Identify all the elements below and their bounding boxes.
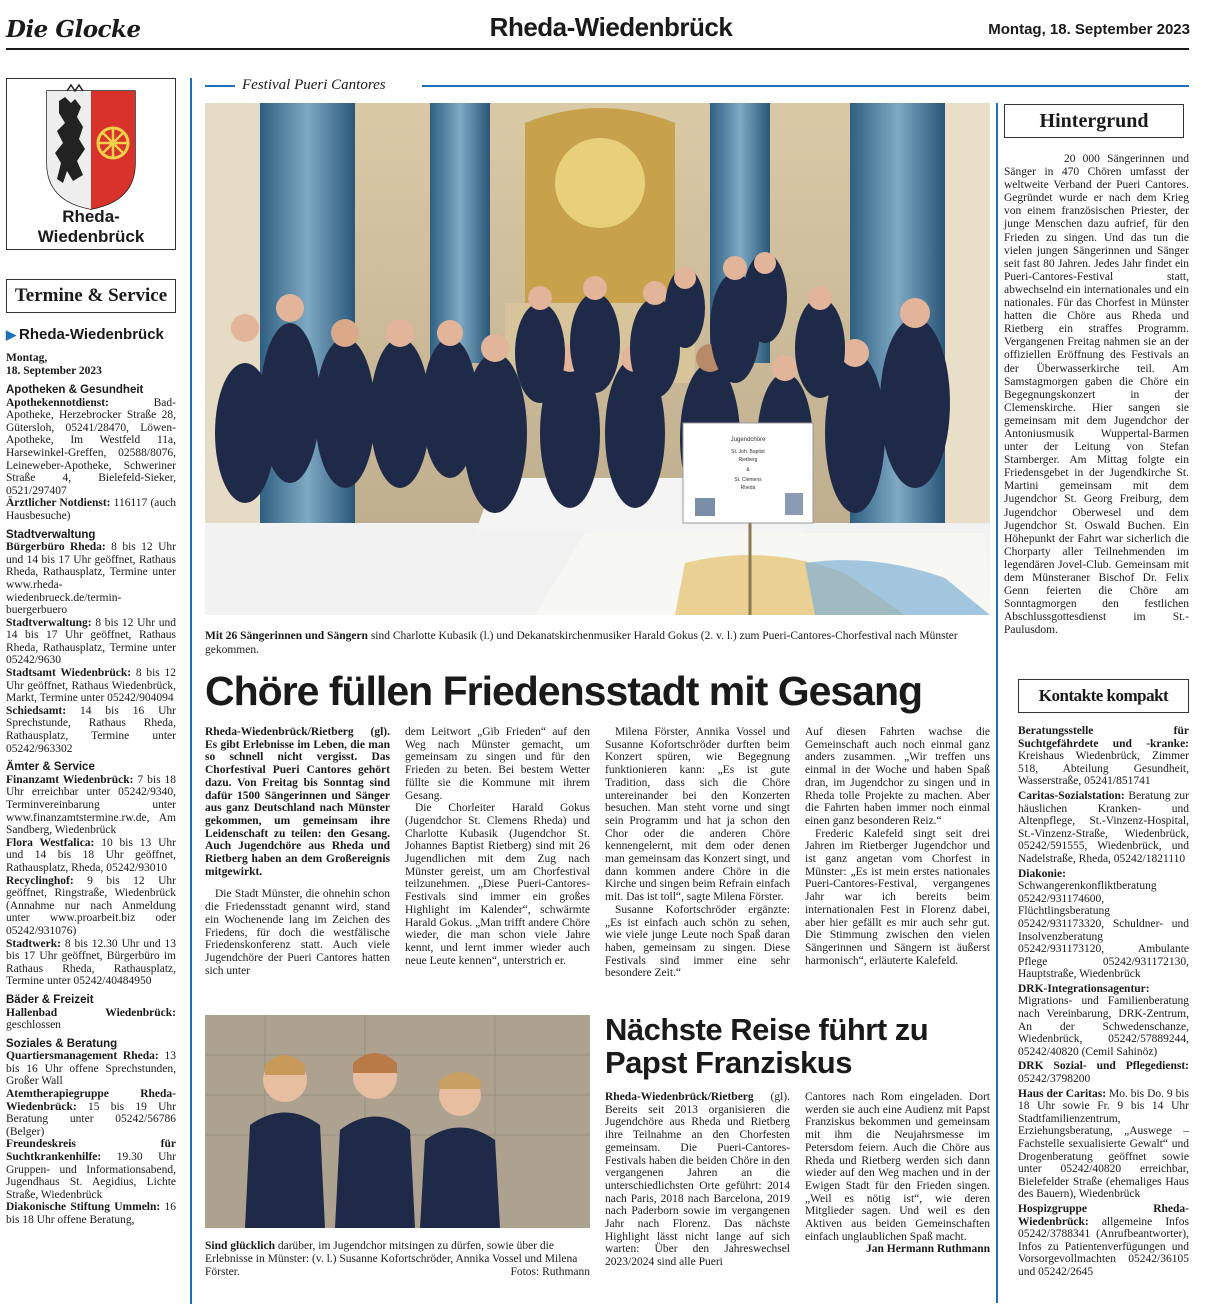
service-entry	[6, 837, 176, 875]
service-entry-label: Recyclinghof:	[6, 874, 74, 887]
sub-article-headline: Nächste Reise führt zu Papst Franziskus	[605, 1012, 929, 1080]
hintergrund-text: 20 000 Sängerinnen und Sänger in 470 Chören umfasst der weltweite Verband der Pueri Cantores. Gegründet wurde er nach dem Krieg von einem französischen Priester, der junge Menschen dazu aufrief, für den Frieden zu singen. Und das tun die vielen jungen Sängerinnen und Sänger seit fast 80 Jahren. Jedes Jahr findet ein Pueri-Cantores-Festival statt, abwechselnd ein internationales und ein nationales. Für das Chorfest in Münster hatten die Chöre aus Rheda und Rietberg ein straffes Programm. Vergangenen Freitag nahmen sie an der offiziellen Eröffnung des Festivals an der Überwasserkirche teil. Am Samstagmorgen gaben die Chöre ein Begegnungskonzert in der Clemenskirche. Hier sangen sie gemeinsam mit dem Jugendchor der Antoniusmusik Wuppertal-Barmen unter der Leitung von Stefan Starnberger. Am Mittag folgte ein Friedensgebet in der Jugendkirche St. Martini gemeinsam mit dem Jugendchor St. Georg Freiburg, dem Jugendchor Oberwesel und dem Jugendchor St. Oswald Buchen. Ein Höhepunkt der Fahrt war sicherlich die Chorparty aller Teilnehmenden im legendären Jovel-Club. Gemeinsam mit dem Münsteraner Bischof Dr. Felix Genn feierten die Chöre am Sonntagmorgen den festlichen Abschlussgottesdienst im St.-Paulusdom.	[1004, 153, 1189, 637]
kontakte-title: Kontakte kompakt	[1018, 679, 1189, 713]
choir-group-photo	[205, 103, 990, 615]
three-singers-illustration	[205, 1015, 590, 1228]
contact-entry-label: Beratungsstelle für Suchtgefährdete und -kranke:	[1018, 725, 1189, 750]
service-entry	[6, 938, 176, 988]
page-section-title: Rheda-Wiedenbrück	[489, 12, 733, 42]
article-lead: Rheda-Wiedenbrück/Rietberg (gl). Es gibt Erlebnisse im Leben, die man so schnell nicht vergisst. Das Chorfestival Pueri Cantores gehört dazu. Von Freitag bis Sonntag sind dafür 1500 Sängerinnen und Sänger aus ganz Deutschland nach Münster gekommen, um gemeinsam ihre Leidenschaft zu teilen: den Gesang. Auch Jugendchöre aus Rheda und Rietberg haben an dem Großereignis mitgewirkt.	[205, 726, 390, 878]
service-entry-label: Finanzamt Wiedenbrück:	[6, 773, 134, 786]
service-section-heading: Soziales & Beratung	[6, 1037, 118, 1050]
article-column-1	[205, 726, 390, 977]
service-entry	[6, 875, 176, 938]
contact-entry-text: allgemeine Infos 05242/3788341 (Anrufbeantworter), Infos zu Patientenverfügungen und Vorsorgevollmachten 05242/36105 und 05242/2645	[1018, 1215, 1189, 1278]
service-entry-label: Schiedsamt:	[6, 704, 67, 717]
contact-entry-label: Caritas-Sozialstation:	[1018, 789, 1125, 802]
second-photo-caption	[205, 1240, 590, 1279]
locality-label	[6, 326, 164, 343]
contact-entry-text: Kreishaus Wiedenbrück, Zimmer 518, Abteilung Gesundheit, Wasserstraße, 05241/851741	[1018, 750, 1189, 788]
service-entry-label: Stadtverwaltung:	[6, 616, 92, 629]
singers	[245, 1053, 500, 1228]
service-entry-label: Bürgerbüro Rheda:	[6, 541, 106, 554]
contact-entry-label: Diakonie:	[1018, 867, 1066, 880]
service-entry-text: 8 bis 12 Uhr und 14 bis 17 Uhr geöffnet, Rathaus Rheda, Rathausplatz, Termine unter www.rheda-wiedenbrueck.de/termin-buergerbuero	[6, 541, 176, 617]
contact-entry	[1018, 790, 1189, 866]
column-rule-right	[996, 103, 998, 1303]
contact-entry	[1018, 868, 1189, 981]
service-entry-text: 15 bis 19 Uhr Beratung unter 05242/56786 (Belger)	[6, 1100, 176, 1138]
service-entry	[6, 1088, 176, 1138]
svg-text:Jugendchöre: Jugendchöre	[730, 437, 766, 443]
choir-photo-illustration	[205, 103, 990, 615]
kicker: Festival Pueri Cantores	[242, 77, 386, 93]
service-entry-label: Apothekennotdienst:	[6, 396, 109, 409]
issue-date: Montag, 18. September 2023	[988, 21, 1190, 38]
svg-text:St. Joh. Baptist: St. Joh. Baptist	[731, 449, 765, 455]
article-paragraph: Auf diesen Fahrten wachse die Gemeinschaft auch noch einmal ganz anders zusammen. „Wir treffen uns einmal in der Woche und haben Spaß dran, im Jugendchor zu singen und in Rheda tolle Projekte zu machen. Aber die Fahrten haben immer noch einmal einen ganz besonderen Reiz.“	[805, 726, 990, 827]
main-photo-caption	[205, 629, 990, 657]
kicker-rule-left	[205, 85, 235, 87]
hintergrund-title: Hintergrund	[1004, 104, 1184, 138]
service-entry	[6, 705, 176, 755]
contact-entry-text: Beratung zur häuslichen Kranken- und Altenpflege, St.-Vinzenz-Hospital, St.-Vinzenz-Straße, Wiedenbrück, 05242/591555, Wiedenbrück, und Nadelstraße, Rheda, 05242/1821110	[1018, 789, 1189, 865]
caption-text: darüber, im Jugendchor mitsingen zu dürfen, sowie über die Erlebnisse in Münster: (v. l.) Susanne Kofortschröder, Annika Vossel und Milena Förster.	[205, 1240, 578, 1278]
author: Jan Hermann Ruthmann	[866, 1243, 990, 1256]
service-entry-text: 16 bis 18 Uhr offene Beratung,	[6, 1201, 176, 1226]
service-section-heading: Bäder & Freizeit	[6, 993, 94, 1006]
kicker-rule	[422, 85, 1189, 87]
coat-of-arms-icon	[7, 83, 175, 213]
svg-text:St. Clemens: St. Clemens	[734, 477, 762, 483]
sub-article-dateline: Rheda-Wiedenbrück/Rietberg	[605, 1091, 754, 1103]
service-entry-text: 9 bis 12 Uhr geöffnet, Ringstraße, Wiedenbrück (Annahme nur nach Anmeldung unter www.proarbeit.biz oder 05242/931076)	[6, 874, 176, 937]
contact-entry	[1018, 1203, 1189, 1279]
service-entry-text: 10 bis 13 Uhr und 14 bis 18 Uhr geöffnet, Rathausplatz, Rheda, 05242/93010	[6, 836, 176, 874]
article-paragraph: Milena Förster, Annika Vossel und Susanne Kofortschröder durften beim Konzert spüren, wie Begegnung funktionieren kann: „Es ist gute Tradition, dass sich die Chöre untereinander bei den Konzerten besuchen. Man steht vorne und singt sein Programm und hat ja schon den Chor oder die anderen Chöre kennengelernt, mit dem oder denen man gemeinsam das Konzert singt, und dann kommen andere Chöre in die Kirche und singen beim Refrain einfach mit. Das ist toll“, sagte Milena Förster.	[605, 726, 790, 904]
service-entry	[6, 497, 176, 522]
triangle-right-icon: ▶	[6, 327, 16, 342]
contact-entry-label: DRK-Integrationsagentur:	[1018, 982, 1150, 995]
three-singers-photo	[205, 1015, 590, 1228]
service-entry	[6, 1050, 176, 1088]
sub-article-paragraph: Cantores nach Rom eingeladen. Dort werden sie auch eine Audienz mit Papst Franziskus bekommen und gemeinsam mit ihm die Neujahrsmesse im Petersdom feiern. Auch die Chöre aus Rheda und Rietberg werden sich dann wieder auf den Weg machen und in der Ewigen Stadt für den Frieden singen. „Weil es nötig ist“, wie deren Mitglieder sagen. Und weil es den Aktiven aus beiden Gemeinschaften einfach unglaublichen Spaß macht.	[805, 1091, 990, 1243]
service-entry-text: 7 bis 18 Uhr erreichbar unter 05242/9340, Terminvereinbarung unter www.finanzamtstermine.rw.de, Am Sandberg, Wiedenbrück	[6, 773, 177, 837]
service-entry-label: Atemtherapiegruppe Rheda-Wiedenbrück:	[6, 1088, 176, 1113]
article-column-3	[605, 726, 790, 980]
contact-entry	[1018, 1060, 1189, 1085]
service-entry-label: Hallenbad Wiedenbrück:	[6, 1006, 176, 1019]
column-rule	[190, 78, 192, 1304]
service-section-heading: Apotheken & Gesundheit	[6, 384, 144, 396]
article-paragraph: Susanne Kofortschröder ergänzte: „Es ist einfach auch schön zu sehen, wie viele junge Leute noch Spaß daran haben, gemeinsam zu singen. Diese Festivals sind immer eine sehr besondere Zeit.“	[605, 903, 790, 980]
photo-credit: Fotos: Ruthmann	[510, 1266, 590, 1278]
service-entry	[6, 774, 176, 837]
masthead-logo: Die Glocke	[6, 16, 141, 43]
sub-article-column-1	[605, 1091, 790, 1269]
article-column-4	[805, 726, 990, 967]
service-entry-label: Diakonische Stiftung Ummeln:	[6, 1201, 161, 1214]
svg-text:&: &	[746, 467, 750, 473]
service-entry	[6, 617, 176, 667]
article-column-2	[405, 726, 590, 967]
contact-entry-text: 05242/3798200	[1018, 1073, 1091, 1086]
service-entry-text: geschlossen	[6, 1019, 61, 1032]
service-entry-label: Flora Westfalica:	[6, 836, 95, 849]
article-paragraph: Frederic Kalefeld singt seit drei Jahren im Rietberger Jugendchor und ist ganz angetan vom Chorfest in Münster: „Es ist mein erstes nationales Pueri-Cantores-Festival, vergangenes Jahr war ich bereits beim internationalen Fest in Florenz dabei, aber hier gefällt es mir auch sehr gut. Die Stimmung zwischen den vielen Sängerinnen und Sängern ist äußerst harmonisch“, erläuterte Kalefeld.	[805, 827, 990, 967]
service-entry-text: 8 bis 12.30 Uhr und 13 bis 17 Uhr geöffnet, Bürgerbüro im Rathaus Rheda, Rathausplatz, Termine unter 05242/40484950	[6, 937, 176, 988]
contact-entry-label: DRK Sozial- und Pflegedienst:	[1018, 1060, 1189, 1073]
svg-text:Rheda: Rheda	[740, 485, 756, 491]
caption-lead: Sind glücklich	[205, 1240, 275, 1252]
service-entry-text: 19.30 Uhr Gruppen- und Informationsabend, Jugendhaus St. Aegidius, Lichte Straße, Wiedenbrück	[6, 1151, 176, 1201]
service-entry-label: Quartiersmanagement Rheda:	[6, 1050, 159, 1063]
caption-lead: Mit 26 Sängerinnen und Sängern	[205, 630, 368, 642]
service-entry-text: Bad-Apotheke, Herzebrocker Straße 28, Gütersloh, 05241/28470, Löwen-Apotheke, Im Westfeld 11a, Harsewinkel-Greffen, 02588/8076, Leineweber-Apotheke, Schweriner Straße 4, Bielefeld-Sieker, 0521/297407	[6, 396, 176, 497]
service-entry-text: 8 bis 12 Uhr geöffnet, Rathaus Wiedenbrück, Markt, Termine unter 05242/904094	[6, 667, 177, 705]
service-entry	[6, 1201, 176, 1226]
service-entry	[6, 1138, 176, 1201]
service-entry-text: 116117 (auch Hausbesuche)	[6, 497, 176, 522]
service-entry	[6, 541, 176, 617]
sub-article-paragraph: (gl). Bereits seit 2013 organisieren die Jugendchöre aus Rheda und Rietberg ihre Teilnahme an den Chorfesten gemeinsam. Die Pueri-Cantores-Festivals haben die beiden Chöre in den vergangenen Jahren an die unterschiedlichsten Orte geführt: 2014 nach Paris, 2018 nach Barcelona, 2019 nach Paderborn sowie im vergangenen Jahr nach Florenz. Das nächste Highlight lässt nicht lange auf sich warten: Über den Jahreswechsel 2023/2024 sind alle Pueri	[605, 1091, 790, 1269]
article-paragraph: dem Leitwort „Gib Frieden“ auf den Weg nach Münster gemacht, um gemeinsam zu singen und für den Frieden zu beten. Bei bestem Wetter füllte sie die Kommune mit ihrem Gesang.	[405, 726, 590, 802]
contact-entry	[1018, 725, 1189, 788]
contact-entry-text: Migrations- und Familienberatung nach Vereinbarung, DRK-Zentrum, An der Schwedenschanze, Wiedenbrück, 05242/57889244, 05242/40820 (Cemil Sahinöz)	[1018, 995, 1189, 1058]
service-section-heading: Stadtverwaltung	[6, 528, 96, 541]
article-paragraph: Die Stadt Münster, die ohnehin schon die Friedensstadt genannt wird, stand ein Wochenende lang im Zeichen des Friedens, für doch die westfälische Friedenskonferenz statt. Auch viele Jugendchöre der Pueri Cantores hatten sich unter	[205, 888, 390, 977]
contact-entry	[1018, 1088, 1189, 1201]
crest-caption: Rheda- Wiedenbrück	[37, 207, 145, 246]
service-entry-label: Freundeskreis für Suchtkrankenhilfe:	[6, 1138, 176, 1164]
service-entry-label: Stadtsamt Wiedenbrück:	[6, 667, 132, 680]
service-entry-text: 8 bis 12 Uhr und 14 bis 17 Uhr geöffnet, Rathaus Rheda, Rathausplatz, Termine unter 05242/9630	[6, 616, 176, 667]
termine-service-title: Termine & Service	[6, 279, 176, 313]
service-listings	[6, 384, 176, 1227]
svg-text:Rietberg: Rietberg	[738, 457, 758, 463]
service-section-heading: Ämter & Service	[6, 761, 95, 774]
caption-text: sind Charlotte Kubasik (l.) und Dekanatskirchenmusiker Harald Gokus (2. v. l.) zum Pueri-Cantores-Chorfestival nach Münster gekommen.	[205, 630, 958, 656]
article-headline: Chöre füllen Friedensstadt mit Gesang	[205, 668, 923, 714]
contact-entry	[1018, 983, 1189, 1059]
contact-entry-label: Hospizgruppe Rheda-Wiedenbrück:	[1018, 1202, 1189, 1228]
left-date: Montag, 18. September 2023	[6, 352, 102, 377]
service-entry-label: Ärztlicher Notdienst:	[6, 497, 111, 510]
kontakte-list	[1018, 725, 1189, 1281]
contact-entry-label: Haus der Caritas:	[1018, 1087, 1107, 1100]
service-entry	[6, 667, 176, 705]
sub-article-column-2	[805, 1091, 990, 1256]
service-entry	[6, 1007, 176, 1032]
locality-text: Rheda-Wiedenbrück	[19, 326, 164, 343]
service-entry-text: 13 bis 16 Uhr offene Sprechstunden, Großer Wall	[6, 1050, 176, 1088]
header-rule	[6, 48, 1189, 50]
service-entry-text: 14 bis 16 Uhr Sprechstunde, Rathaus Rheda, Rathausplatz, Termine unter 05242/963302	[6, 704, 176, 755]
service-entry	[6, 397, 176, 498]
article-paragraph: Die Chorleiter Harald Gokus (Jugendchor St. Clemens Rheda) und Charlotte Kubasik (Jugendchor St. Johannes Baptist Rietberg) sind mit 26 Jugendlichen mit dem Zug nach Münster gereist, um am Chorfestival teilzunehmen. „Diese Pueri-Cantores-Festivals sind immer ein großes Highlight im Kalender“, schwärmte Harald Gokus. „Man trifft andere Chöre wieder, die man schon viele Jahre kennt, und lernt immer wieder auch neue Leute kennen“, unterstrich er.	[405, 802, 590, 967]
service-entry-label: Stadtwerk:	[6, 937, 61, 950]
contact-entry-text: Mo. bis Do. 9 bis 18 Uhr sowie Fr. 9 bis 14 Uhr Stadtfamilienzentrum, Erziehungsberatung, „Auswege – Fachstelle sexualisierte Gewalt“ und Drogenberatung geöffnet sowie unter 05242/40820 erreichbar, Bielefelder Straße (ehemaliges Haus des Bauern), Wiedenbrück	[1018, 1087, 1190, 1201]
contact-entry-text: Schwangerenkonfliktberatung 05242/931174600, Flüchtlingsberatung 05242/931173320, Schuldner- und Insolvenzberatung 05242/931173120, Ambulante Pflege 05242/931172130, Hauptstraße, Wiedenbrück	[1018, 880, 1189, 981]
